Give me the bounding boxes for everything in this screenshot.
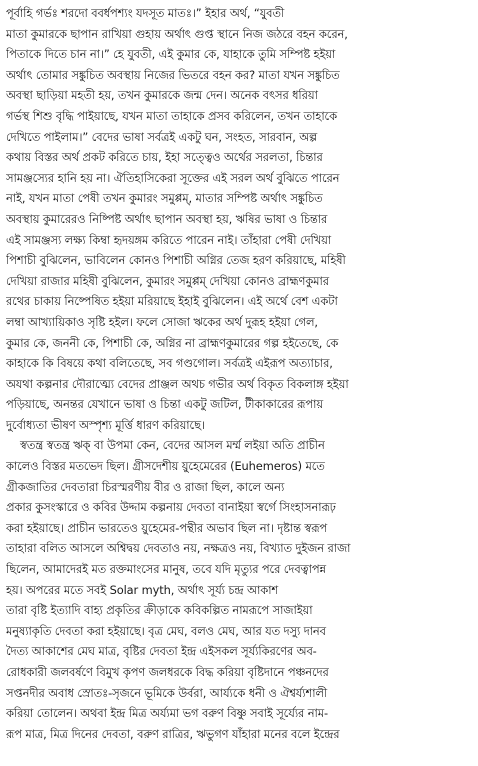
text-line: দৈত্য আকাশের মেঘ মাত্র, বৃষ্টির দেবতা ইন্দ্র এইসকল সূর্য্যকিরণের অব- [6,644,317,659]
text-line: মাতা কুমারকে ছাপান রাখিয়া গুহায় অর্থাৎ গুপ্ত স্থানে নিজ জঠরে বহন করেন, [6,26,348,41]
text-line: পূর্বাহি গর্ভঃ শরদো ববর্ধপশ্যং যদসূত মাতঃ।” ইহার অর্থ, “যুবতী [6,6,285,20]
text-line: গ্রীকজাতির দেবতারা চিরস্মরণীয় বীর ও রাজা ছিল, কালে অন্য [6,479,285,494]
text-line: পিশাচী বুঝিলেন, ভাবিলেন কোনও পিশাচী অগ্নির তেজ হরণ করিয়াছে, মহিষী [6,253,346,268]
text-line: কালেও বিস্তর মতভেদ ছিল। গ্রীসদেশীয় য়ুহেমেরের (Euhemeros) মতে [6,459,325,474]
text-line: দুর্বোধ্যতা ভীষণ অস্পৃশ্য মূর্ত্তি ধারণ করিয়াছে। [6,417,205,432]
text-line: রূপ মাত্র, মিত্র দিনের দেবতা, বরুণ রাত্রির, ঋভুগণ যাঁহারা মনের বলে ইন্দ্রের [6,726,340,741]
text-line: তাহারা বলিত আসলে অশ্বিদ্বয় দেবতাও নয়, নক্ষত্রও নয়, বিখ্যাত দুইজন রাজা [6,541,351,556]
text-line: অযথা কল্পনার দৌরাত্ম্যে বেদের প্রাঞ্জল অথচ গভীর অর্থ বিকৃত বিকলাঙ্গ হইয়া [6,376,349,391]
text-line: কুমার কে, জননী কে, পিশাচী কে, অগ্নির না ব্রাহ্মণকুমারের গল্প হইতেছে, কে [6,335,339,350]
text-line: সামঞ্জস্যের হানি হয় না। ঐতিহাসিকেরা সূক্তের এই সরল অর্থ বুঝিতে পারেন [6,170,340,185]
text-line: কথায় বিস্তর অর্থ প্রকট করিতে চায়, ইহা সত্ত্বেও অর্থের সরলতা, চিন্তার [6,150,323,165]
text-line: দেখিতে পাইলাম।” বেদের ভাষা সর্বত্রই একটু ঘন, সংহত, সারবান, অল্প [6,129,318,144]
text-line: করিয়া তোলেন। অথবা ইন্দ্র মিত্র অর্য্যমা ভগ বরুণ বিষ্ণু সবাই সূর্য্যের নাম- [6,706,328,721]
text-line: কাহাকে কি বিষয়ে কথা বলিতেছে, সব গণ্ডগোল। সর্বত্রই এইরূপ অত্যাচার, [6,356,333,371]
text-line: মনুষ্যাকৃতি দেবতা করা হইয়াছে। বৃত্র মেঘ, বলও মেঘ, আর যত দস্যু দানব [6,623,326,638]
paragraph-2 [6,435,473,744]
text-line: পিতাকে দিতে চান না।” হে যুবতী, এই কুমার কে, যাহাকে তুমি সম্পিষ্ট হইয়া [6,47,336,62]
text-line: নাই, যখন মাতা পেষী তখন কুমারং সমুপ্পম্, মাতার সম্পিষ্ট অর্থাৎ সঙ্কুচিত [6,191,323,206]
text-line: রোধকারী জলবর্ষণে বিমুখ কৃপণ জলধরকে বিদ্ধ করিয়া বৃষ্টিদানে পঞ্চনদের [6,665,329,679]
text-line: প্রকার কুসংস্কারে ও কবির উদ্দাম কল্পনায় দেবতা বানাইয়া স্বর্গে সিংহাসনারূঢ় [6,500,336,515]
text-line: এই সামঞ্জস্য লক্ষ্য কিম্বা হৃদয়ঙ্গম করিতে পারেন নাই। তাঁহারা পেষী দেখিয়া [6,232,332,247]
text-line: পড়িয়াছে, অনন্তর যেখানে ভাষা ও চিন্তা একটু জটিল, টীকাকারের রূপায় [6,397,323,412]
text-line: হয়। অপরের মতে সবই Solar myth, অর্থাৎ সূর্য্য চন্দ্র আকাশ [6,582,279,597]
text-line: দেখিয়া রাজার মহিষী বুঝিলেন, কুমারং সমুপ্পম্ দেখিয়া কোনও ব্রাহ্মণকুমার [6,273,329,288]
text-line: লম্বা আখ্যায়িকাও সৃষ্টি হইল। ফলে সোজা ঋকের অর্থ দুরূহ হইয়া গেল, [6,314,318,329]
text-line: গর্ভস্থ শিশু বৃদ্ধি পাইয়াছে, যখন মাতা তাহাকে প্রসব করিলেন, তখন তাহাকে [6,108,337,123]
text-line: রথের চাকায় নিষ্পেষিত হইয়া মরিয়াছে ইহাই বুঝিলেন। এই অর্থে বেশ একটা [6,294,338,309]
text-line: তারা বৃষ্টি ইত্যাদি বাহ্য প্রকৃতির ক্রীড়াকে কবিকল্পিত নামরূপে সাজাইয়া [6,603,313,618]
text-line: অবস্থা ছাড়িয়া মহতী হয়, তখন কুমারকে জন্ম দেন। অনেক বৎসর ধরিয়া [6,88,318,103]
text-line: ছিলেন, আমাদেরই মত রক্তমাংসের মানুষ, তবে যদি মৃত্যুর পরে দেবত্বাপন্ন [6,562,326,577]
text-line: করা হইয়াছে। প্রাচীন ভারতেও য়ুহেমের-পন্থীর অভাব ছিল না। দৃষ্টান্ত স্বরূপ [6,520,328,535]
text-line: অর্থাৎ তোমার সঙ্কুচিত অবস্থায় নিজের ভিতরে বহন কর? মাতা যখন সঙ্কুচিত [6,67,340,82]
text-line: সপ্তনদীর অবাধ স্রোতঃ-সৃজনে ভূমিকে উর্বরা, আর্য্যকে ধনী ও ঐশ্বর্য্যশালী [6,685,328,700]
paragraph-1 [6,3,473,435]
text-line: স্বতন্ত্র স্বতন্ত্র ঋক্ বা উপমা কেন, বেদের আসল মর্ম্ম লইয়া অতি প্রাচীন [20,438,325,453]
text-line: অবস্থায় কুমারেরও নিষ্পিষ্ট অর্থাৎ ছাপান অবস্থা হয়, ঋষির ভাষা ও চিন্তার [6,211,328,226]
